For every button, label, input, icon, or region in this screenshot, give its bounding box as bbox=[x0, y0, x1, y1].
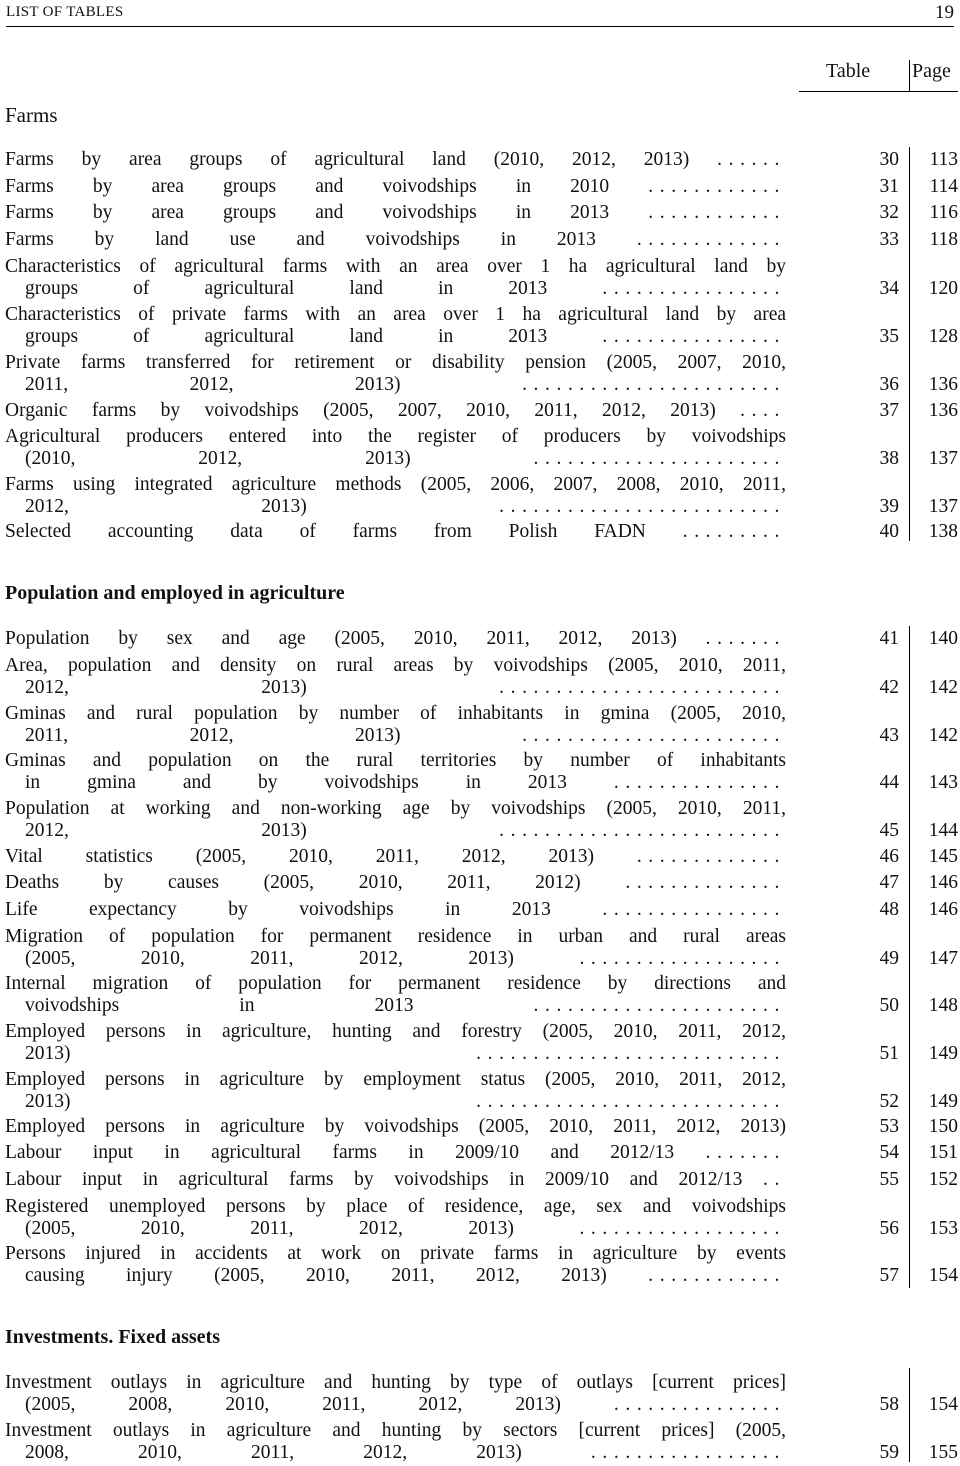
page-number: 136 bbox=[928, 374, 958, 395]
toc-entry-text: Employed persons in agriculture by voivodships (2005, 2010, 2011, 2012, 2013) bbox=[5, 1116, 786, 1137]
page-number: 145 bbox=[928, 846, 958, 867]
toc-entry-text: Farms using integrated agriculture methods (2005, 2006, 2007, 2008, 2010, 2011, bbox=[5, 474, 786, 495]
page-number: 147 bbox=[928, 948, 958, 969]
table-number: 33 bbox=[879, 229, 899, 250]
toc-entry-text: 2012, 2013) ......................... bbox=[25, 496, 786, 517]
toc-entry-text: Characteristics of private farms with an area over 1 ha agricultural land by area bbox=[5, 304, 786, 325]
page-number: 143 bbox=[928, 772, 958, 793]
table-number: 43 bbox=[879, 725, 899, 746]
toc-entry-text: 2011, 2012, 2013) ....................... bbox=[25, 374, 786, 395]
toc-entry-text: Area, population and density on rural areas by voivodships (2005, 2010, 2011, bbox=[5, 655, 786, 676]
page-number: 154 bbox=[928, 1265, 958, 1286]
column-divider bbox=[909, 626, 910, 1288]
toc-entry-text: Farms by area groups and voivodships in 2010 ............ bbox=[5, 176, 786, 197]
page-number: 146 bbox=[928, 899, 958, 920]
table-number: 47 bbox=[879, 872, 899, 893]
toc-entry-text: Labour input in agricultural farms by voivodships in 2009/10 and 2012/13 .. bbox=[5, 1169, 786, 1190]
toc-entry-text: (2005, 2010, 2011, 2012, 2013) .................. bbox=[25, 1218, 786, 1239]
page-number: 118 bbox=[929, 229, 958, 250]
toc-entry-text: causing injury (2005, 2010, 2011, 2012, 2013) ............ bbox=[25, 1265, 786, 1286]
toc-entry-text: Employed persons in agriculture, hunting and forestry (2005, 2010, 2011, 2012, bbox=[5, 1021, 786, 1042]
page-number: 128 bbox=[928, 326, 958, 347]
table-number: 57 bbox=[879, 1265, 899, 1286]
page-number: 116 bbox=[929, 202, 958, 223]
page-number: 137 bbox=[928, 448, 958, 469]
toc-entry-text: Investment outlays in agriculture and hunting by type of outlays [current prices] bbox=[5, 1372, 786, 1393]
column-divider bbox=[909, 147, 910, 541]
page-number: 153 bbox=[928, 1218, 958, 1239]
toc-entry-text: Registered unemployed persons by place of residence, age, sex and voivodships bbox=[5, 1196, 786, 1217]
toc-entry-text: (2005, 2010, 2011, 2012, 2013) .................. bbox=[25, 948, 786, 969]
page-number: 142 bbox=[928, 725, 958, 746]
toc-entry-text: Agricultural producers entered into the register of producers by voivodships bbox=[5, 426, 786, 447]
page-number: 146 bbox=[928, 872, 958, 893]
toc-entry-text: 2012, 2013) ......................... bbox=[25, 677, 786, 698]
table-number: 30 bbox=[879, 149, 899, 170]
toc-entry-text: (2010, 2012, 2013) ...................... bbox=[25, 448, 786, 469]
toc-entry-text: Organic farms by voivodships (2005, 2007, 2010, 2011, 2012, 2013) .... bbox=[5, 400, 786, 421]
table-number: 37 bbox=[879, 400, 899, 421]
page-number: 136 bbox=[928, 400, 958, 421]
toc-entry-text: Labour input in agricultural farms in 2009/10 and 2012/13 ....... bbox=[5, 1142, 786, 1163]
toc-entry-text: 2008, 2010, 2011, 2012, 2013) ................. bbox=[25, 1442, 786, 1463]
toc-entry-text: Deaths by causes (2005, 2010, 2011, 2012) .............. bbox=[5, 872, 786, 893]
toc-entry-text: Population at working and non-working age by voivodships (2005, 2010, 2011, bbox=[5, 798, 786, 819]
column-header-divider bbox=[909, 60, 910, 91]
table-number: 52 bbox=[879, 1091, 899, 1112]
table-number: 34 bbox=[879, 278, 899, 299]
toc-entry-text: Farms by area groups of agricultural land (2010, 2012, 2013) ...... bbox=[5, 149, 786, 170]
page-number: 149 bbox=[928, 1091, 958, 1112]
table-number: 35 bbox=[879, 326, 899, 347]
page-number: 113 bbox=[929, 149, 958, 170]
table-number: 38 bbox=[879, 448, 899, 469]
page-number: 151 bbox=[928, 1142, 958, 1163]
page-number: 140 bbox=[928, 628, 958, 649]
section-title: Investments. Fixed assets bbox=[5, 1326, 220, 1348]
page-number: 120 bbox=[928, 278, 958, 299]
toc-entry-text: Farms by land use and voivodships in 2013 ............. bbox=[5, 229, 786, 250]
page-number: 142 bbox=[928, 677, 958, 698]
toc-entry-text: 2013) ........................... bbox=[25, 1043, 786, 1064]
table-number: 32 bbox=[879, 202, 899, 223]
table-number: 41 bbox=[879, 628, 899, 649]
page-number: 155 bbox=[928, 1442, 958, 1463]
page-number: 149 bbox=[928, 1043, 958, 1064]
table-number: 48 bbox=[879, 899, 899, 920]
toc-entry-text: 2013) ........................... bbox=[25, 1091, 786, 1112]
toc-entry-text: Life expectancy by voivodships in 2013 ................ bbox=[5, 899, 786, 920]
toc-entry-text: Internal migration of population for permanent residence by directions and bbox=[5, 973, 786, 994]
toc-entry-text: Characteristics of agricultural farms with an area over 1 ha agricultural land by bbox=[5, 256, 786, 277]
toc-entry-text: Migration of population for permanent residence in urban and rural areas bbox=[5, 926, 786, 947]
column-header-table: Table bbox=[826, 60, 871, 82]
toc-entry-text: Private farms transferred for retirement or disability pension (2005, 2007, 2010, bbox=[5, 352, 786, 373]
table-number: 46 bbox=[879, 846, 899, 867]
page-number: 150 bbox=[928, 1116, 958, 1137]
toc-entry-text: groups of agricultural land in 2013 ................ bbox=[25, 326, 786, 347]
toc-entry-text: Farms by area groups and voivodships in 2013 ............ bbox=[5, 202, 786, 223]
section-title: Farms bbox=[5, 103, 58, 127]
toc-entry-text: Persons injured in accidents at work on private farms in agriculture by events bbox=[5, 1243, 786, 1264]
column-header-page: Page bbox=[912, 60, 951, 82]
page-number: 137 bbox=[928, 496, 958, 517]
page-number: 148 bbox=[928, 995, 958, 1016]
table-number: 39 bbox=[879, 496, 899, 517]
page-number: 154 bbox=[928, 1394, 958, 1415]
toc-entry-text: Investment outlays in agriculture and hunting by sectors [current prices] (2005, bbox=[5, 1420, 786, 1441]
page-number: 114 bbox=[929, 176, 958, 197]
table-number: 49 bbox=[879, 948, 899, 969]
table-number: 50 bbox=[879, 995, 899, 1016]
table-number: 36 bbox=[879, 374, 899, 395]
section-title: Population and employed in agriculture bbox=[5, 582, 345, 604]
toc-entry-text: 2012, 2013) ......................... bbox=[25, 820, 786, 841]
running-head-title: LIST OF TABLES bbox=[6, 4, 124, 20]
table-number: 55 bbox=[879, 1169, 899, 1190]
toc-entry-text: Selected accounting data of farms from Polish FADN ......... bbox=[5, 521, 786, 542]
running-head-page-number: 19 bbox=[935, 2, 954, 23]
table-number: 53 bbox=[879, 1116, 899, 1137]
page-number: 138 bbox=[928, 521, 958, 542]
toc-entry-text: Vital statistics (2005, 2010, 2011, 2012, 2013) ............. bbox=[5, 846, 786, 867]
table-number: 59 bbox=[879, 1442, 899, 1463]
toc-entry-text: Employed persons in agriculture by employment status (2005, 2010, 2011, 2012, bbox=[5, 1069, 786, 1090]
page-number: 144 bbox=[928, 820, 958, 841]
table-number: 31 bbox=[879, 176, 899, 197]
toc-entry-text: voivodships in 2013 ...................... bbox=[25, 995, 786, 1016]
toc-entry-text: in gmina and by voivodships in 2013 ............... bbox=[25, 772, 786, 793]
table-number: 51 bbox=[879, 1043, 899, 1064]
toc-entry-text: groups of agricultural land in 2013 ................ bbox=[25, 278, 786, 299]
table-number: 58 bbox=[879, 1394, 899, 1415]
toc-entry-text: 2011, 2012, 2013) ....................... bbox=[25, 725, 786, 746]
table-number: 42 bbox=[879, 677, 899, 698]
column-divider bbox=[909, 1368, 910, 1462]
table-number: 54 bbox=[879, 1142, 899, 1163]
table-number: 56 bbox=[879, 1218, 899, 1239]
page-number: 152 bbox=[928, 1169, 958, 1190]
toc-entry-text: Gminas and population on the rural territories by number of inhabitants bbox=[5, 750, 786, 771]
toc-entry-text: Gminas and rural population by number of inhabitants in gmina (2005, 2010, bbox=[5, 703, 786, 724]
toc-entry-text: (2005, 2008, 2010, 2011, 2012, 2013) ............... bbox=[25, 1394, 786, 1415]
running-head bbox=[6, 0, 954, 27]
column-header-rule bbox=[799, 91, 958, 92]
toc-entry-text: Population by sex and age (2005, 2010, 2011, 2012, 2013) ....... bbox=[5, 628, 786, 649]
table-number: 44 bbox=[879, 772, 899, 793]
table-number: 45 bbox=[879, 820, 899, 841]
table-number: 40 bbox=[879, 521, 899, 542]
